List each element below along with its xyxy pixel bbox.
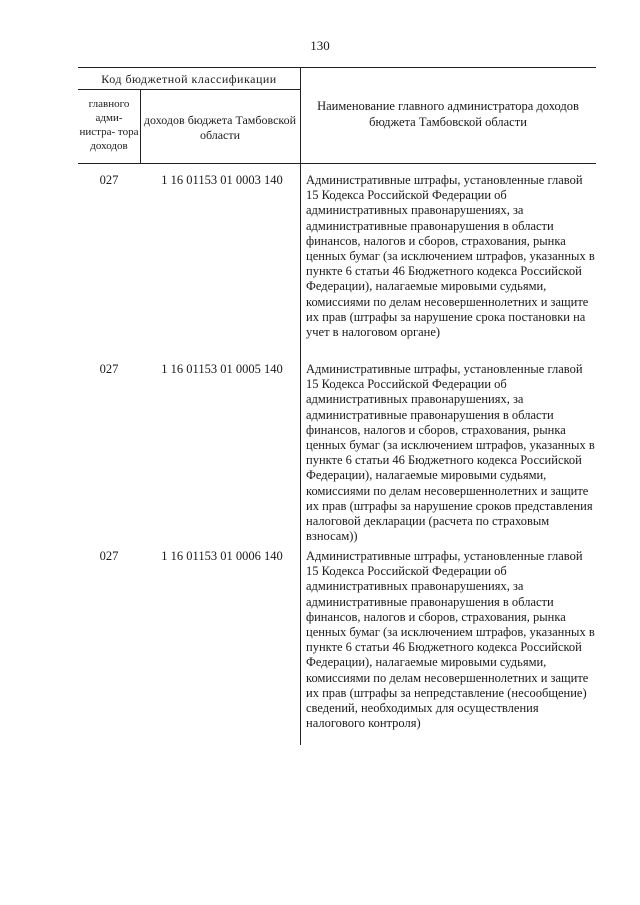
name-column-header: Наименование главного администратора доходов бюджета Тамбовской области: [317, 99, 579, 129]
description-cell: Административные штрафы, установленные главой 15 Кодекса Российской Федерации об административных правонарушениях, за административные правонарушения в области финансов, налогов и сборов, страхования, рынка ценных бумаг (за исключением штрафов, указанных в пункте 6 статьи 46 Бюджетного кодекса Российской Федерации), налагаемые мировыми судьями, комиссиями по делам несовершеннолетних и защите их прав (штрафы за непредставление (несообщение) сведений, необходимых для осуществления налогового контроля): [306, 549, 595, 731]
income-code-cell: 1 16 01153 01 0005 140: [161, 362, 283, 376]
income-code-cell: 1 16 01153 01 0003 140: [161, 173, 283, 187]
header-bottom-border: [78, 163, 596, 164]
table-top-border: [78, 67, 596, 68]
admin-column-header: главного адми- нистра- тора доходов: [79, 98, 139, 152]
classification-group-header: Код бюджетной классификации: [101, 72, 277, 86]
income-column-header: доходов бюджета Тамбовской области: [143, 113, 297, 142]
admin-code-cell: 027: [99, 173, 119, 187]
admin-code-cell: 027: [99, 362, 119, 376]
description-cell: Административные штрафы, установленные главой 15 Кодекса Российской Федерации об административных правонарушениях, за административные правонарушения в области финансов, налогов и сборов, страхования, рынка ценных бумаг (за исключением штрафов, указанных в пункте 6 статьи 46 Бюджетного кодекса Российской Федерации), налагаемые мировыми судьями, комиссиями по делам несовершеннолетних и защите их прав (штрафы за нарушение сроков представления налоговой декларации (расчета по страховым взносам)): [306, 362, 595, 544]
page-number: 130: [310, 38, 330, 53]
description-cell: Административные штрафы, установленные главой 15 Кодекса Российской Федерации об административных правонарушениях, за административные правонарушения в области финансов, налогов и сборов, страхования, рынка ценных бумаг (за исключением штрафов, указанных в пункте 6 статьи 46 Бюджетного кодекса Российской Федерации), налагаемые мировыми судьями, комиссиями по делам несовершеннолетних и защите их прав (штрафы за нарушение срока постановки на учет в налоговом органе): [306, 173, 595, 340]
income-code-cell: 1 16 01153 01 0006 140: [161, 549, 283, 563]
group-header-divider: [78, 89, 300, 90]
column-divider-name: [300, 67, 301, 745]
admin-code-cell: 027: [99, 549, 119, 563]
